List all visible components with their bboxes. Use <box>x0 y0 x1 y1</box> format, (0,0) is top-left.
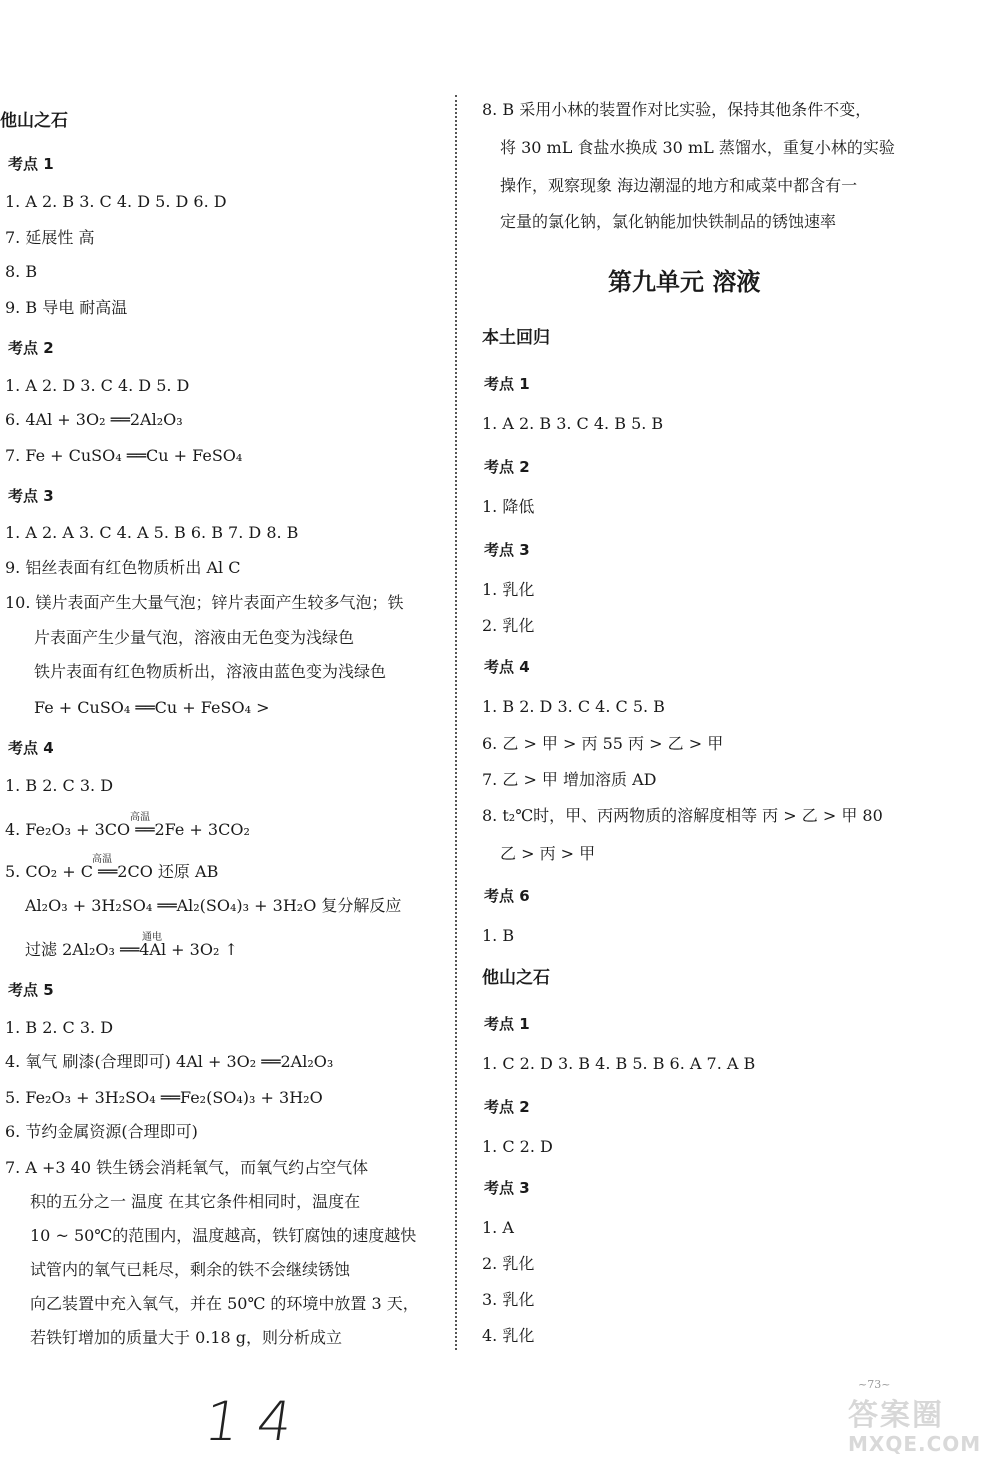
answer-line: 3. 乳化 <box>482 1290 535 1309</box>
answer-line: 2. 乳化 <box>482 616 535 635</box>
answer-line: 向乙装置中充入氧气，并在 50℃ 的环境中放置 3 天， <box>30 1294 419 1313</box>
answer-line: 1. C 2. D <box>482 1137 553 1156</box>
answer-line: 8. B <box>5 262 38 281</box>
answer-line: 7. 乙 > 甲 增加溶质 AD <box>482 770 657 789</box>
answer-line: 试管内的氧气已耗尽，剩余的铁不会继续锈蚀 <box>30 1260 351 1279</box>
kaodian-label: 考点 3 <box>8 487 54 505</box>
answer-line: 2. 乳化 <box>482 1254 535 1273</box>
answer-line: 8. B 采用小林的装置作对比实验，保持其他条件不变， <box>482 100 872 119</box>
kaodian-label: 考点 2 <box>484 1098 530 1116</box>
page-mark: ~73~ <box>858 1378 891 1391</box>
answer-line: 4. 氧气 刷漆(合理即可) 4Al + 3O₂ ══2Al₂O₃ <box>5 1052 334 1071</box>
answer-line: 6. 节约金属资源(合理即可) <box>5 1122 198 1141</box>
reaction-condition: 高温 <box>130 812 150 823</box>
answer-line: 1. A 2. B 3. C 4. B 5. B <box>482 414 664 433</box>
unit-title: 第九单元 溶液 <box>608 267 761 296</box>
section-title-bentu: 本土回归 <box>482 328 550 348</box>
section-title-tashan-2: 他山之石 <box>482 968 550 988</box>
column-divider <box>455 95 457 1350</box>
answer-line: 10 ~ 50℃的范围内，温度越高，铁钉腐蚀的速度越快 <box>30 1226 417 1245</box>
answer-line: 1. B 2. C 3. D <box>5 776 114 795</box>
kaodian-label: 考点 1 <box>8 155 54 173</box>
answer-line: 4. 乳化 <box>482 1326 535 1345</box>
answer-line: 9. 铝丝表面有红色物质析出 Al C <box>5 558 241 577</box>
kaodian-label: 考点 2 <box>484 458 530 476</box>
answer-line: 9. B 导电 耐高温 <box>5 298 128 317</box>
answer-line: 1. A <box>482 1218 514 1237</box>
answer-line: 定量的氯化钠，氯化钠能加快铁制品的锈蚀速率 <box>500 212 837 231</box>
answer-line: 将 30 mL 食盐水换成 30 mL 蒸馏水，重复小林的实验 <box>500 138 895 157</box>
watermark-url: MXQE.COM <box>848 1432 982 1456</box>
equation-line: Fe + CuSO₄ ══Cu + FeSO₄ > <box>34 698 270 717</box>
reaction-condition: 通电 <box>142 932 162 943</box>
equation-line: 5. Fe₂O₃ + 3H₂SO₄ ══Fe₂(SO₄)₃ + 3H₂O <box>5 1088 323 1107</box>
answer-line: 积的五分之一 温度 在其它条件相同时，温度在 <box>30 1192 361 1211</box>
answer-line: 7. A +3 40 铁生锈会消耗氧气，而氧气约占空气体 <box>5 1158 369 1177</box>
answer-line: 8. t₂℃时，甲、丙两物质的溶解度相等 丙 > 乙 > 甲 80 <box>482 806 883 825</box>
watermark <box>848 1390 988 1460</box>
answer-line: 若铁钉增加的质量大于 0.18 g，则分析成立 <box>30 1328 343 1347</box>
answer-line: 片表面产生少量气泡，溶液由无色变为浅绿色 <box>34 628 355 647</box>
section-title-tashan: 他山之石 <box>0 111 68 131</box>
kaodian-label: 考点 1 <box>484 375 530 393</box>
handwritten-page-number: 14 <box>200 1390 315 1453</box>
kaodian-label: 考点 5 <box>8 981 54 999</box>
answer-line: 1. C 2. D 3. B 4. B 5. B 6. A 7. A B <box>482 1054 756 1073</box>
answer-line: 7. 延展性 高 <box>5 228 95 247</box>
answer-line: 1. A 2. D 3. C 4. D 5. D <box>5 376 190 395</box>
kaodian-label: 考点 4 <box>484 658 530 676</box>
kaodian-label: 考点 4 <box>8 739 54 757</box>
answer-line: 10. 镁片表面产生大量气泡；锌片表面产生较多气泡；铁 <box>5 593 404 612</box>
kaodian-label: 考点 3 <box>484 1179 530 1197</box>
kaodian-label: 考点 1 <box>484 1015 530 1033</box>
answer-line: 1. B 2. D 3. C 4. C 5. B <box>482 697 665 716</box>
equation-line: Al₂O₃ + 3H₂SO₄ ══Al₂(SO₄)₃ + 3H₂O 复分解反应 <box>25 896 402 915</box>
answer-line: 1. A 2. A 3. C 4. A 5. B 6. B 7. D 8. B <box>5 523 299 542</box>
equation-line: 4. Fe₂O₃ + 3CO ══2Fe + 3CO₂ <box>5 820 250 839</box>
equation-line: 7. Fe + CuSO₄ ══Cu + FeSO₄ <box>5 446 243 465</box>
answer-line: 6. 乙 > 甲 > 丙 55 丙 > 乙 > 甲 <box>482 734 724 753</box>
answer-line: 铁片表面有红色物质析出，溶液由蓝色变为浅绿色 <box>34 662 387 681</box>
answer-line: 1. 降低 <box>482 497 535 516</box>
equation-line: 6. 4Al + 3O₂ ══2Al₂O₃ <box>5 410 183 429</box>
kaodian-label: 考点 6 <box>484 887 530 905</box>
kaodian-label: 考点 3 <box>484 541 530 559</box>
equation-line: 5. CO₂ + C ══2CO 还原 AB <box>5 862 219 881</box>
watermark-logo: 答案圈 <box>848 1398 944 1433</box>
equation-line: 过滤 2Al₂O₃ ══4Al + 3O₂ ↑ <box>25 940 238 959</box>
kaodian-label: 考点 2 <box>8 339 54 357</box>
answer-line: 乙 > 丙 > 甲 <box>500 844 596 863</box>
answer-line: 1. B <box>482 926 515 945</box>
reaction-condition: 高温 <box>92 854 112 865</box>
answer-line: 1. 乳化 <box>482 580 535 599</box>
answer-line: 1. A 2. B 3. C 4. D 5. D 6. D <box>5 192 227 211</box>
answer-line: 1. B 2. C 3. D <box>5 1018 114 1037</box>
answer-line: 操作，观察现象 海边潮湿的地方和咸菜中都含有一 <box>500 176 858 195</box>
